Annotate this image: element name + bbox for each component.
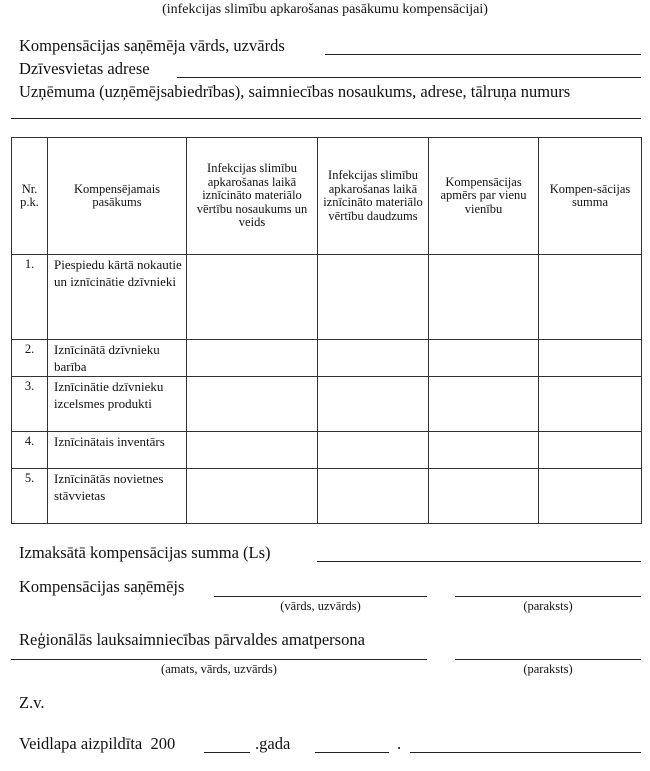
paid-sum-line[interactable] (317, 561, 641, 562)
cell-item-name[interactable] (187, 432, 318, 469)
cell-item-name[interactable] (187, 377, 318, 432)
table-row (12, 340, 642, 377)
official-line[interactable] (11, 659, 427, 660)
col-header-item-name: Infekcijas slimību apkarošanas laikā iznīcināto materiālo vērtību nosaukums un veids (187, 138, 318, 255)
cell-item-name[interactable] (187, 469, 318, 524)
official-signature-line[interactable] (455, 659, 641, 660)
paid-sum-label: Izmaksātā kompensācijas summa (Ls) (19, 543, 271, 562)
cell-quantity[interactable] (318, 340, 429, 377)
recipient-name-sign-line[interactable] (214, 596, 427, 597)
cell-unit-amount[interactable] (429, 340, 539, 377)
cell-unit-amount[interactable] (429, 377, 539, 432)
cell-sum[interactable] (539, 432, 642, 469)
col-header-unit-amount: Kompensācijas apmērs par vienu vienību (429, 138, 539, 255)
year-suffix: .gada (255, 734, 291, 753)
table-row (12, 432, 642, 469)
cell-sum[interactable] (539, 377, 642, 432)
row-number: 3. (12, 377, 48, 432)
enterprise-label: Uzņēmuma (uzņēmējsabiedrības), saimniecības nosaukums, adrese, tālruņa numurs (19, 82, 571, 101)
recipient-name-line[interactable] (325, 54, 641, 55)
col-header-quantity: Infekcijas slimību apkarošanas laikā iznīcināto materiālo vērtību daudzums (318, 138, 429, 255)
month-line[interactable] (410, 752, 641, 753)
year-line[interactable] (204, 752, 250, 753)
signature-caption: (paraksts) (523, 599, 573, 613)
col-header-sum: Kompen-sācijas summa (539, 138, 642, 255)
row-activity: Iznīcinātās novietnes stāvvietas (48, 469, 187, 524)
signature-caption-2: (paraksts) (523, 662, 573, 676)
col-header-nr: Nr. p.k. (12, 138, 48, 255)
form-subtitle: (infekcijas slimību apkarošanas pasākumu kompensācijai) (162, 2, 488, 17)
enterprise-line[interactable] (11, 118, 641, 119)
row-activity: Iznīcinātā dzīvnieku barība (48, 340, 187, 377)
row-activity: Piespiedu kārtā nokautie un iznīcinātie dzīvnieki (48, 255, 187, 340)
row-activity: Iznīcinātais inventārs (48, 432, 187, 469)
compensation-table (11, 137, 642, 524)
cell-sum[interactable] (539, 255, 642, 340)
name-caption: (vārds, uzvārds) (280, 599, 361, 613)
row-number: 2. (12, 340, 48, 377)
address-label: Dzīvesvietas adrese (19, 59, 150, 78)
cell-item-name[interactable] (187, 255, 318, 340)
col-header-activity: Kompensējamais pasākums (48, 138, 187, 255)
stamp-label: Z.v. (19, 693, 45, 712)
table-header-row (12, 138, 642, 255)
date-dot: . (397, 734, 402, 753)
address-line[interactable] (177, 77, 641, 78)
day-line[interactable] (315, 752, 389, 753)
cell-quantity[interactable] (318, 255, 429, 340)
cell-quantity[interactable] (318, 377, 429, 432)
recipient-name-label: Kompensācijas saņēmēja vārds, uzvārds (19, 36, 285, 55)
recipient-label: Kompensācijas saņēmējs (19, 577, 185, 596)
cell-quantity[interactable] (318, 432, 429, 469)
table-row (12, 377, 642, 432)
row-activity: Iznīcinātie dzīvnieku izcelsmes produkti (48, 377, 187, 432)
recipient-signature-line[interactable] (455, 596, 641, 597)
cell-unit-amount[interactable] (429, 255, 539, 340)
cell-unit-amount[interactable] (429, 432, 539, 469)
cell-quantity[interactable] (318, 469, 429, 524)
row-number: 1. (12, 255, 48, 340)
cell-sum[interactable] (539, 469, 642, 524)
cell-unit-amount[interactable] (429, 469, 539, 524)
official-label: Reģionālās lauksaimniecības pārvaldes amatpersona (19, 630, 365, 649)
official-caption: (amats, vārds, uzvārds) (161, 662, 277, 676)
table-row (12, 469, 642, 524)
cell-sum[interactable] (539, 340, 642, 377)
filled-date-label: Veidlapa aizpildīta 200 (19, 734, 176, 753)
cell-item-name[interactable] (187, 340, 318, 377)
row-number: 5. (12, 469, 48, 524)
table-row (12, 255, 642, 340)
row-number: 4. (12, 432, 48, 469)
